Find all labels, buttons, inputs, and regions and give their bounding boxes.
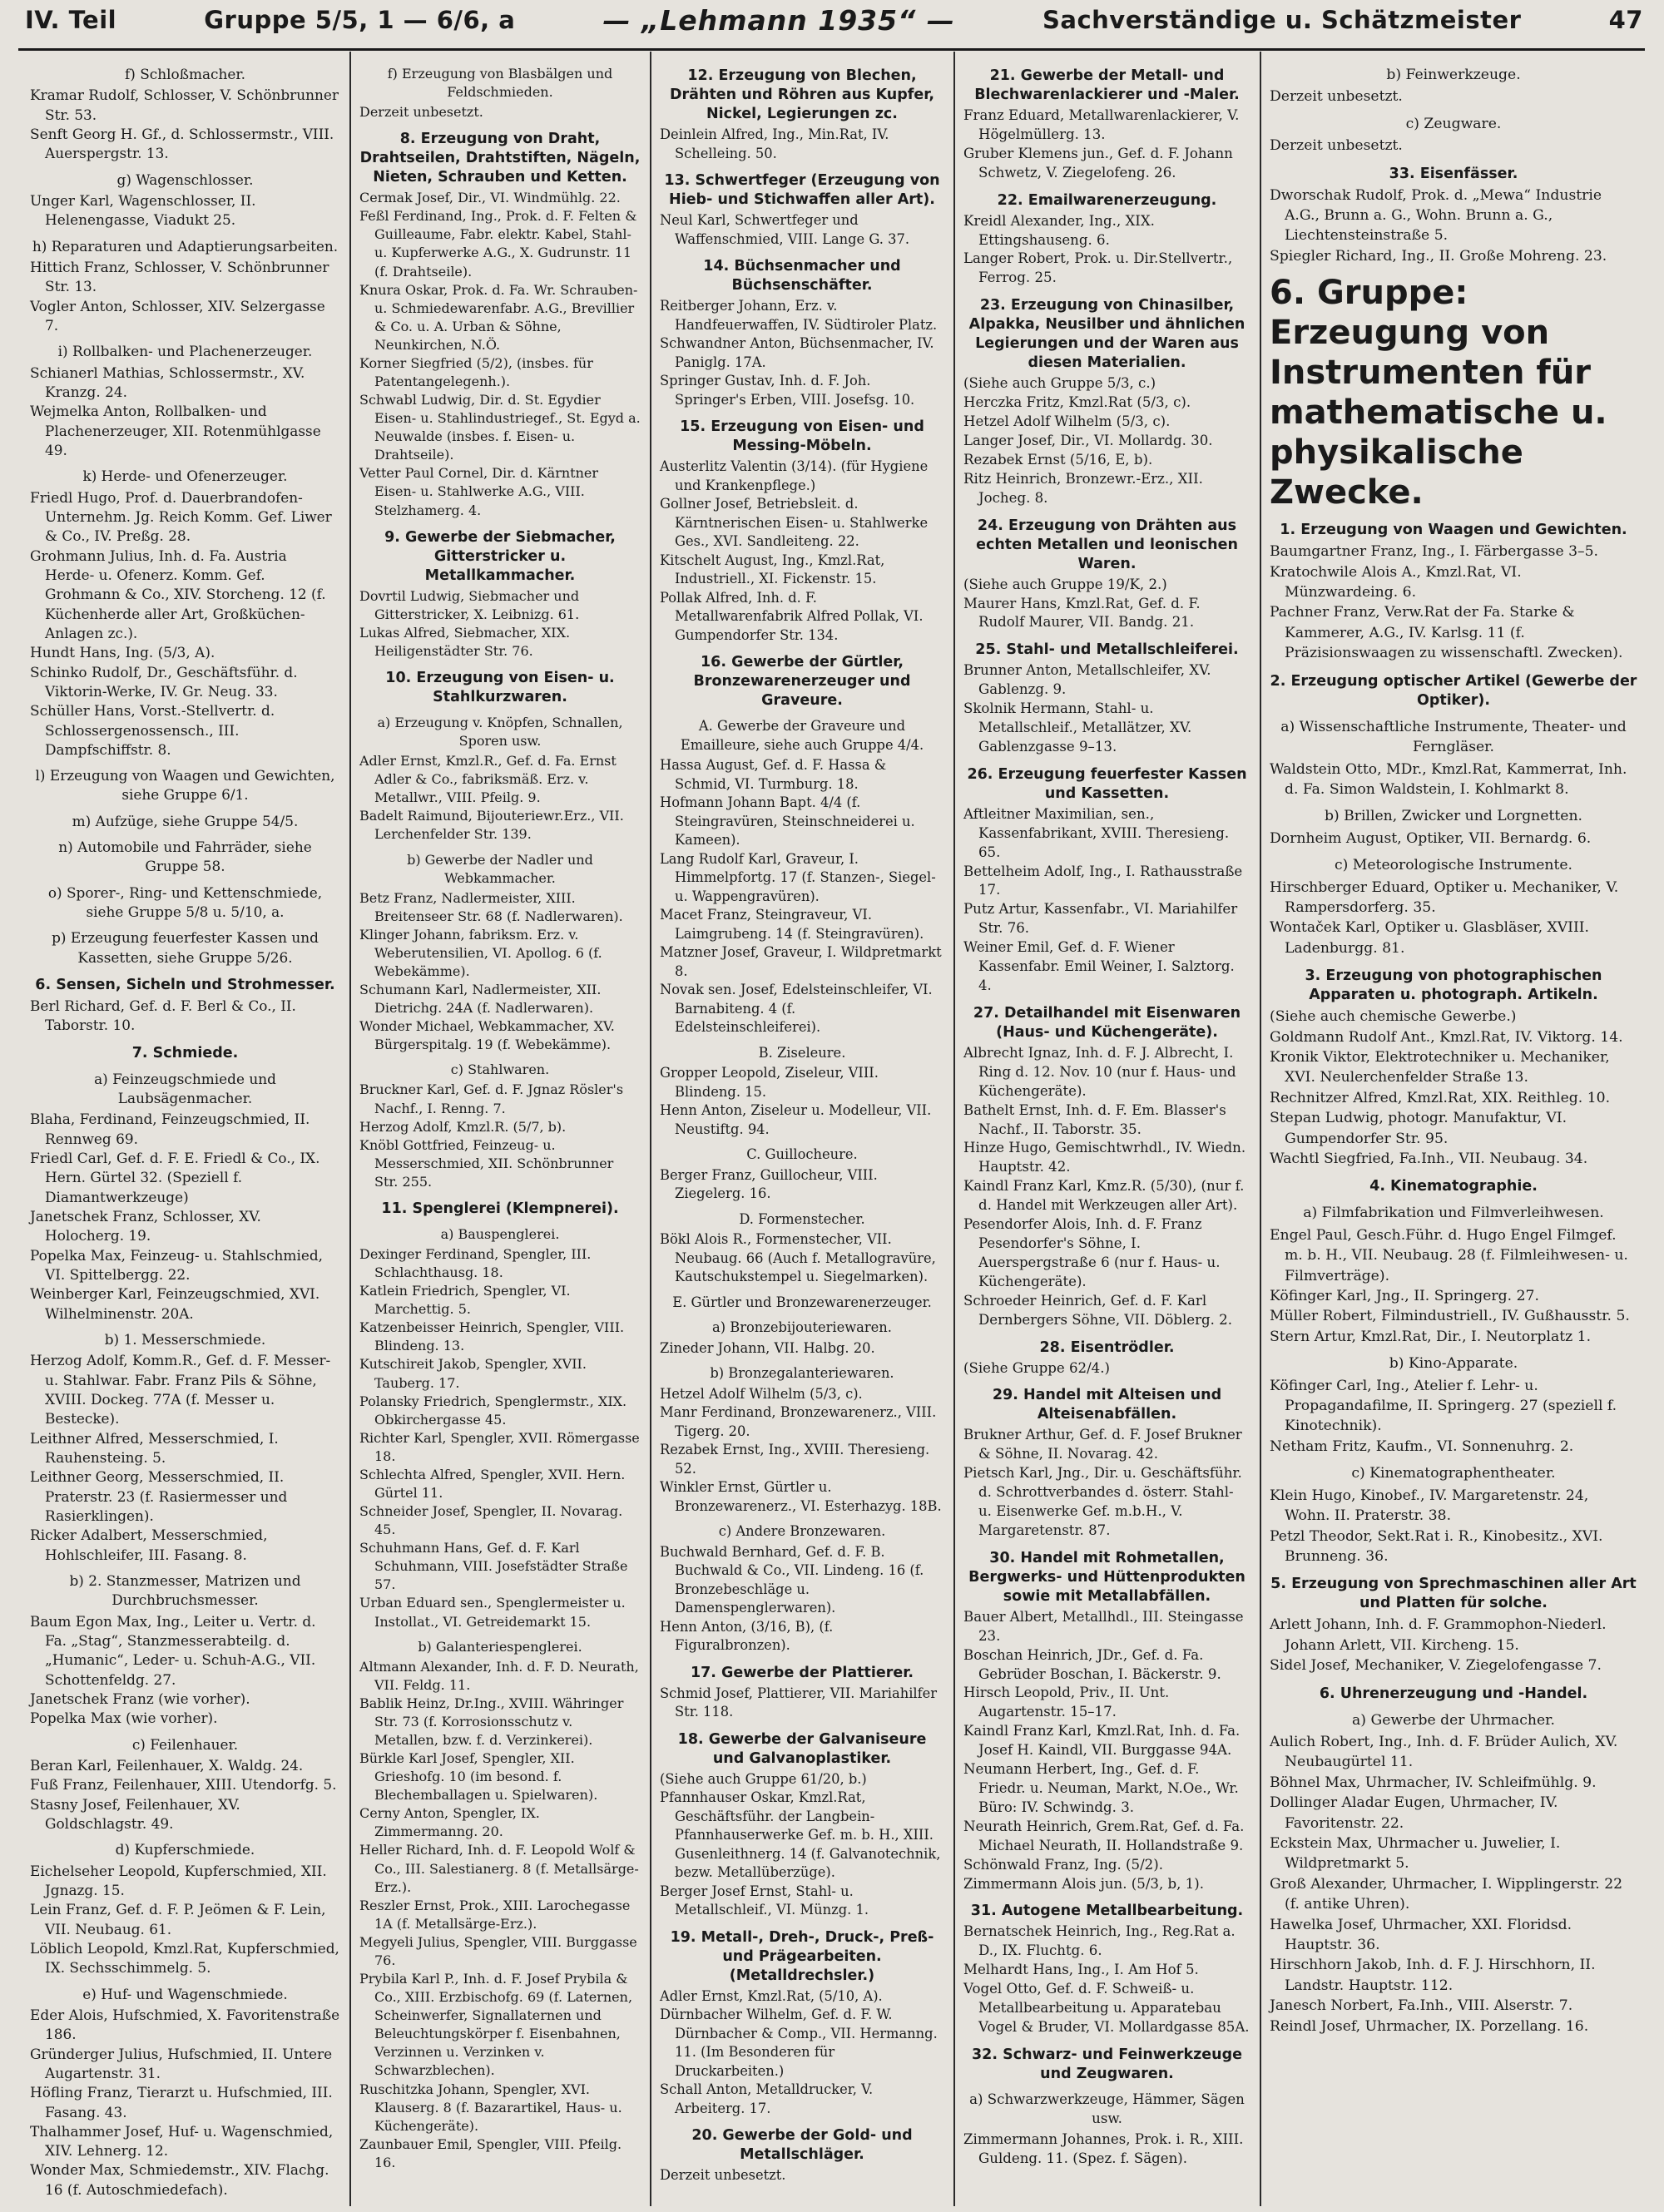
directory-entry: Schüller Hans, Vorst.-Stellvertr. d. Schlossergenossensch., III. Dampfschiffstr. 8.: [30, 702, 275, 758]
directory-entry: Cerny Anton, Spengler, IX. Zimmermanng. 20.: [359, 1805, 540, 1840]
subsection-heading: n) Automobile und Fahrräder, siehe Gruppe 58.: [58, 839, 312, 875]
directory-entry: Schlechta Alfred, Spengler, XVII. Hern. Gürtel 11.: [359, 1466, 626, 1501]
directory-entry: Lein Franz, Gef. d. F. P. Jeömen & F. Lein, VII. Neubaug. 61.: [30, 1901, 326, 1937]
directory-entry: Leithner Alfred, Messerschmied, I. Rauhensteing. 5.: [30, 1429, 279, 1466]
subsection-heading: b) Brillen, Zwicker und Lorgnetten.: [1324, 808, 1583, 825]
directory-entry: Gropper Leopold, Ziseleur, VIII. Blindeng. 15.: [660, 1065, 879, 1100]
directory-entry: Grohmann Julius, Inh. d. Fa. Austria Herde- u. Ofenerz. Komm. Gef. Grohmann & Co., XIV. Storcheng. 12 (f. Küchenherde aller Art, Großküchen-Anlagen zc.).: [30, 547, 326, 641]
section-heading: 6. Sensen, Sicheln und Strohmesser.: [35, 977, 335, 994]
subsection-heading: c) Feilenhauer.: [131, 1735, 239, 1753]
directory-entry: Ritz Heinrich, Bronzewr.-Erz., XII. Jocheg. 8.: [963, 470, 1203, 506]
directory-entry: Katlein Friedrich, Spengler, VI. Marchettig. 5.: [359, 1283, 571, 1318]
directory-entry: Urban Eduard sen., Spenglermeister u. Instollat., VI. Getreidemarkt 15.: [359, 1595, 626, 1630]
directory-entry: Zineder Johann, VII. Halbg. 20.: [660, 1339, 875, 1356]
directory-entry: Groß Alexander, Uhrmacher, I. Wipplingerstr. 22 (f. antike Uhren).: [1270, 1875, 1623, 1913]
section-heading: 8. Erzeugung von Draht, Drahtseilen, Drahtstiften, Nägeln, Nieten, Schrauben und Ketten.: [359, 131, 641, 186]
directory-entry: Vogel Otto, Gef. d. F. Schweiß- u. Metallbearbeitung u. Apparatebau Vogel & Bruder, VI. Mollardgasse 85A.: [963, 1981, 1250, 2035]
subsection-heading: a) Filmfabrikation und Filmverleihwesen.: [1303, 1205, 1604, 1222]
directory-entry: Franz Eduard, Metallwarenlackierer, V. Högelmüllerg. 13.: [963, 107, 1240, 142]
header-rule: [18, 48, 1645, 51]
directory-entry: Fuß Franz, Feilenhauer, XIII. Utendorfg. 5.: [30, 1776, 337, 1794]
directory-entry: Novak sen. Josef, Edelsteinschleifer, VI. Barnabiteng. 4 (f. Edelsteinschleiferei).: [660, 982, 933, 1035]
page-number: 47: [1608, 6, 1643, 34]
directory-entry: Janetschek Franz (wie vorher).: [30, 1690, 250, 1707]
directory-entry: Rechnitzer Alfred, Kmzl.Rat, XIX. Reithleg. 10.: [1270, 1089, 1611, 1106]
directory-entry: Richter Karl, Spengler, XVII. Römergasse 18.: [359, 1429, 640, 1464]
subsection-heading: i) Rollbalken- und Plachenerzeuger.: [57, 343, 313, 360]
subsection-heading: c) Zeugware.: [1405, 115, 1502, 132]
directory-entry: Klein Hugo, Kinobef., IV. Margaretenstr. 24, Wohn. II. Praterstr. 38.: [1270, 1487, 1589, 1525]
directory-entry: Bernatschek Heinrich, Ing., Reg.Rat a. D., IX. Fluchtg. 6.: [963, 1923, 1236, 1959]
section-heading: 32. Schwarz- und Feinwerkzeuge und Zeugwaren.: [972, 2046, 1242, 2082]
subsection-heading: b) Feinwerkzeuge.: [1386, 67, 1521, 83]
directory-entry: Bruckner Karl, Gef. d. F. Jgnaz Rösler's Nachf., I. Renng. 7.: [359, 1081, 624, 1116]
directory-entry: Stasny Josef, Feilenhauer, XV. Goldschlagstr. 49.: [30, 1795, 240, 1832]
directory-entry: Stern Artur, Kmzl.Rat, Dir., I. Neutorplatz 1.: [1270, 1328, 1592, 1345]
directory-entry: Weiner Emil, Gef. d. F. Wiener Kassenfabr. Emil Weiner, I. Salztorg. 4.: [963, 939, 1235, 993]
subsection-heading: a) Bronzebijouteriewaren.: [712, 1319, 892, 1335]
directory-entry: Pfannhauser Oskar, Kmzl.Rat, Geschäftsführ. der Langbein-Pfannhauserwerke Gef. m. b. H., XIII. Gusenleithnerg. 14 (f. Galvanotechnik, bezw. Metallüberzüge).: [660, 1789, 941, 1880]
section-heading: 14. Büchsenmacher und Büchsenschäfter.: [703, 258, 901, 294]
directory-entry: Kramar Rudolf, Schlosser, V. Schönbrunner Str. 53.: [30, 87, 339, 123]
section-heading: 13. Schwertfeger (Erzeugung von Hieb- und Stichwaffen aller Art).: [664, 172, 940, 208]
directory-entry: Berger Franz, Guillocheur, VIII. Ziegelerg. 16.: [660, 1166, 878, 1201]
section-heading: 24. Erzeugung von Drähten aus echten Metallen und leonischen Waren.: [976, 517, 1238, 572]
section-label: Sachverständige u. Schätzmeister: [1042, 6, 1522, 34]
directory-entry: Hirsch Leopold, Priv., II. Unt. Augartenstr. 15–17.: [963, 1685, 1170, 1720]
subsection-heading: b) 1. Messerschmiede.: [104, 1331, 266, 1348]
section-heading: 1. Erzeugung von Waagen und Gewichten.: [1280, 522, 1627, 539]
text-column-5: [1261, 55, 1646, 2205]
section-heading: 11. Spenglerei (Klempnerei).: [381, 1200, 619, 1217]
directory-entry: Reitberger Johann, Erz. v. Handfeuerwaffen, IV. Südtiroler Platz.: [660, 298, 938, 333]
directory-entry: Putz Artur, Kassenfabr., VI. Mariahilfer Str. 76.: [963, 901, 1238, 937]
subsection-heading: B. Ziseleure.: [758, 1044, 846, 1061]
section-heading: 29. Handel mit Alteisen und Alteisenabfällen.: [992, 1387, 1222, 1423]
directory-entry: Baum Egon Max, Ing., Leiter u. Vertr. d. Fa. „Stag“, Stanzmesserabteilg. d. „Humanic“, Leder- u. Schuh-A.G., VII. Schottenfeldg. 27.: [30, 1612, 316, 1688]
section-heading: 12. Erzeugung von Blechen, Drähten und Röhren aus Kupfer, Nickel, Legierungen zc.: [670, 67, 934, 122]
directory-entry: Bablik Heinz, Dr.Ing., XVIII. Währinger Str. 73 (f. Korrosionsschutz v. Metallen, bzw. f. d. Verzinkerei).: [359, 1695, 624, 1749]
directory-entry: Lukas Alfred, Siebmacher, XIX. Heiligenstädter Str. 76.: [359, 624, 571, 659]
directory-entry: Hirschhorn Jakob, Inh. d. F. J. Hirschhorn, II. Landstr. Hauptstr. 112.: [1270, 1957, 1596, 1994]
directory-entry: Winkler Ernst, Gürtler u. Bronzewarenerz., VI. Esterhazyg. 18B.: [660, 1479, 942, 1514]
directory-entry: Arlett Johann, Inh. d. F. Grammophon-Niederl. Johann Arlett, VII. Kircheng. 15.: [1270, 1616, 1607, 1654]
directory-entry: Schwabl Ludwig, Dir. d. St. Egydier Eisen- u. Stahlindustriegef., St. Egyd a. Neuwalde (insbes. f. Eisen- u. Drahtseile).: [359, 392, 641, 463]
subsection-heading: C. Guillocheure.: [746, 1146, 858, 1162]
directory-entry: Schmid Josef, Plattierer, VII. Mariahilfer Str. 118.: [660, 1685, 938, 1720]
subsection-heading: A. Gewerbe der Graveure und Emailleure, siehe auch Gruppe 4/4.: [680, 718, 924, 753]
directory-entry: Friedl Carl, Gef. d. F. E. Friedl & Co., IX. Hern. Gürtel 32. (Speziell f. Diamantwerkzeuge): [30, 1150, 320, 1205]
directory-entry: Buchwald Bernhard, Gef. d. F. B. Buchwald & Co., VII. Lindeng. 16 (f. Bronzebeschläge u. Damenspenglerwaren).: [660, 1543, 924, 1616]
directory-entry: Adler Ernst, Kmzl.Rat, (5/10, A).: [660, 1987, 883, 2004]
directory-entry: Boschan Heinrich, JDr., Gef. d. Fa. Gebrüder Boschan, I. Bäckerstr. 9.: [963, 1646, 1221, 1682]
group-label: Gruppe 5/5, 1 — 6/6, a: [204, 6, 516, 34]
subsection-heading: a) Feinzeugschmiede und Laubsägenmacher.: [94, 1070, 276, 1107]
directory-entry: Eder Alois, Hufschmied, X. Favoritenstraße 186.: [30, 2006, 340, 2043]
directory-entry: Eckstein Max, Uhrmacher u. Juwelier, I. Wildpretmarkt 5.: [1270, 1834, 1561, 1873]
section-heading: 33. Eisenfässer.: [1389, 165, 1518, 182]
directory-entry: Schall Anton, Metalldrucker, V. Arbeiterg. 17.: [660, 2081, 874, 2116]
directory-entry: Herzog Adolf, Komm.R., Gef. d. F. Messer- u. Stahlwar. Fabr. Franz Pils & Söhne, XVIII. Dockeg. 77A (f. Messer u. Bestecke).: [30, 1352, 331, 1428]
directory-entry: Bökl Alois R., Formenstecher, VII. Neubaug. 66 (Auch f. Metallogravüre, Kautschukstempel u. Siegelmarken).: [660, 1231, 936, 1284]
directory-entry: Austerlitz Valentin (3/14). (für Hygiene und Krankenpflege.): [660, 458, 929, 493]
directory-entry: Müller Robert, Filmindustriell., IV. Gußhausstr. 5.: [1270, 1308, 1630, 1325]
directory-entry: Bauer Albert, Metallhdl., III. Steingasse 23.: [963, 1608, 1244, 1644]
directory-entry: Henn Anton, Ziseleur u. Modelleur, VII. Neustiftg. 94.: [660, 1102, 932, 1137]
directory-entry: Thalhammer Josef, Huf- u. Wagenschmied, XIV. Lehnerg. 12.: [30, 2122, 334, 2160]
directory-entry: Prybila Karl P., Inh. d. F. Josef Prybila & Co., XIII. Erzbischofg. 69 (f. Laternen, Scheinwerfer, Signallaternen und Beleuchtungskörper f. Eisenbahnen, Verzinnen u. Verzinken v. Schwarzblechen).: [359, 1971, 633, 2079]
directory-entry: Aftleitner Maximilian, sen., Kassenfabrikant, XVIII. Theresieng. 65.: [963, 805, 1230, 860]
subsection-heading: e) Huf- und Wagenschmiede.: [82, 1985, 288, 2002]
directory-entry: Derzeit unbesetzt.: [1270, 137, 1403, 155]
directory-entry: Langer Robert, Prok. u. Dir.Stellvertr., Ferrog. 25.: [963, 250, 1233, 286]
directory-entry: Hetzel Adolf Wilhelm (5/3, c).: [660, 1385, 863, 1402]
directory-entry: Vetter Paul Cornel, Dir. d. Kärntner Eisen- u. Stahlwerke A.G., VIII. Stelzhamerg. 4.: [359, 465, 599, 518]
directory-entry: Pesendorfer Alois, Inh. d. F. Franz Pesendorfer's Söhne, I. Auerspergstraße 6 (nur f. Haus- u. Küchengeräte).: [963, 1216, 1221, 1289]
directory-entry: Bürkle Karl Josef, Spengler, XII. Grieshofg. 10 (im besond. f. Blechemballagen u. Spielwaren).: [359, 1750, 598, 1804]
text-column-4: [955, 55, 1259, 2205]
directory-entry: Löblich Leopold, Kmzl.Rat, Kupferschmied, IX. Sechsschimmelg. 5.: [30, 1939, 339, 1977]
section-heading: 3. Erzeugung von photographischen Apparaten u. photograph. Artikeln.: [1305, 967, 1602, 1004]
publication-title: — „Lehmann 1935“ —: [602, 3, 955, 37]
directory-entry: Klinger Johann, fabriksm. Erz. v. Weberutensilien, VI. Apollog. 6 (f. Webekämme).: [359, 926, 602, 979]
section-heading: 7. Schmiede.: [131, 1044, 239, 1061]
subsection-heading: f) Schloßmacher.: [125, 66, 245, 82]
directory-entry: Knura Oskar, Prok. d. Fa. Wr. Schrauben- u. Schmiedewarenfabr. A.G., Brevillier & Co. u. A. Urban & Söhne, Neunkirchen, N.Ö.: [359, 281, 638, 353]
subsection-heading: D. Formenstecher.: [739, 1210, 865, 1227]
directory-entry: Kaindl Franz Karl, Kmzl.Rat, Inh. d. Fa. Josef H. Kaindl, VII. Burggasse 94A.: [963, 1723, 1241, 1759]
directory-entry: Popelka Max, Feinzeug- u. Stahlschmied, VI. Spittelbergg. 22.: [30, 1246, 324, 1284]
directory-entry: Schroeder Heinrich, Gef. d. F. Karl Dernbergers Söhne, VII. Döblerg. 2.: [963, 1292, 1233, 1328]
section-heading: 9. Gewerbe der Siebmacher, Gitterstricker u. Metallkammacher.: [384, 528, 616, 584]
section-heading: 27. Detailhandel mit Eisenwaren (Haus- und Küchengeräte).: [973, 1004, 1241, 1041]
directory-entry: Cermak Josef, Dir., VI. Windmühlg. 22.: [359, 190, 621, 206]
directory-entry: Neurath Heinrich, Grem.Rat, Gef. d. Fa. Michael Neurath, II. Hollandstraße 9.: [963, 1818, 1245, 1853]
directory-entry: Dovrtil Ludwig, Siebmacher und Gitterstricker, X. Leibnizg. 61.: [359, 587, 580, 622]
section-heading: 4. Kinematographie.: [1369, 1178, 1538, 1195]
directory-entry: Aulich Robert, Ing., Inh. d. F. Brüder Aulich, XV. Neubaugürtel 11.: [1270, 1733, 1618, 1771]
subsection-heading: p) Erzeugung feuerfester Kassen und Kassetten, siehe Gruppe 5/26.: [52, 929, 319, 966]
directory-entry: Engel Paul, Gesch.Führ. d. Hugo Engel Filmgef. m. b. H., VII. Neubaug. 28 (f. Filmleihwesen- u. Filmverträge).: [1270, 1226, 1628, 1284]
directory-entry: Derzeit unbesetzt.: [660, 2167, 786, 2183]
section-heading: 17. Gewerbe der Plattierer.: [690, 1664, 914, 1681]
section-heading: 21. Gewerbe der Metall- und Blechwarenlackierer und -Maler.: [974, 67, 1240, 103]
subsection-heading: l) Erzeugung von Waagen und Gewichten, siehe Gruppe 6/1.: [35, 767, 335, 804]
directory-entry: Waldstein Otto, MDr., Kmzl.Rat, Kammerrat, Inh. d. Fa. Simon Waldstein, I. Kohlmarkt 8.: [1270, 760, 1627, 798]
directory-entry: Ruschitzka Johann, Spengler, XVI. Klauserg. 8 (f. Bazarartikel, Haus- u. Küchengeräte).: [359, 2081, 622, 2134]
group-title: 6. Gruppe: Erzeugung von Instrumenten für mathematische u. physikalische Zwecke.: [1270, 274, 1607, 512]
directory-entry: Brunner Anton, Metallschleifer, XV. Gablenzg. 9.: [963, 662, 1211, 698]
directory-entry: Skolnik Hermann, Stahl- u. Metallschleif., Metallätzer, XV. Gablenzgasse 9–13.: [963, 700, 1192, 755]
directory-entry: Adler Ernst, Kmzl.R., Gef. d. Fa. Ernst Adler & Co., fabriksmäß. Erz. v. Metallwr., VIII. Pfeilg. 9.: [359, 753, 617, 806]
directory-entry: Hittich Franz, Schlosser, V. Schönbrunner Str. 13.: [30, 258, 329, 295]
directory-entry: Herczka Fritz, Kmzl.Rat (5/3, c).: [963, 394, 1191, 411]
directory-entry: (Siehe auch Gruppe 5/3, c.): [963, 375, 1156, 392]
section-heading: 5. Erzeugung von Sprechmaschinen aller Art und Platten für solche.: [1270, 1576, 1637, 1612]
subsection-heading: b) Bronzegalanteriewaren.: [710, 1365, 894, 1381]
directory-entry: Kutschireit Jakob, Spengler, XVII. Tauberg. 17.: [359, 1356, 587, 1391]
section-heading: 20. Gewerbe der Gold- und Metallschläger.: [691, 2127, 913, 2163]
directory-entry: Hinze Hugo, Gemischtwrhdl., IV. Wiedn. Hauptstr. 42.: [963, 1140, 1246, 1175]
directory-entry: Wonder Michael, Webkammacher, XV. Bürgerspitalg. 19 (f. Webekämme).: [359, 1018, 615, 1053]
section-heading: 10. Erzeugung von Eisen- u. Stahlkurzwaren.: [385, 669, 615, 705]
directory-entry: Reszler Ernst, Prok., XIII. Larochegasse 1A (f. Metallsärge-Erz.).: [359, 1897, 631, 1932]
directory-entry: (Siehe auch Gruppe 19/K, 2.): [963, 576, 1167, 592]
directory-entry: Blaha, Ferdinand, Feinzeugschmied, II. Rennweg 69.: [30, 1111, 310, 1147]
directory-entry: Lang Rudolf Karl, Graveur, I. Himmelpfortg. 17 (f. Stanzen-, Siegel- u. Wappengravüren).: [660, 850, 936, 904]
directory-entry: Neumann Herbert, Ing., Gef. d. F. Friedr. u. Neuman, Markt, N.Oe., Wr. Büro: IV. Schwindg. 3.: [963, 1761, 1239, 1815]
directory-entry: Hassa August, Gef. d. F. Hassa & Schmid, VI. Turmburg. 18.: [660, 757, 887, 792]
section-heading: 6. Uhrenerzeugung und -Handel.: [1319, 1685, 1588, 1702]
directory-entry: Hundt Hans, Ing. (5/3, A).: [30, 644, 215, 661]
subsection-heading: h) Reparaturen und Adaptierungsarbeiten.: [32, 237, 339, 255]
subsection-heading: a) Schwarzwerkzeuge, Hämmer, Sägen usw.: [969, 2091, 1245, 2126]
directory-entry: Neul Karl, Schwertfeger und Waffenschmied, VIII. Lange G. 37.: [660, 212, 910, 247]
directory-entry: Wonder Max, Schmiedemstr., XIV. Flachg. 16 (f. Autoschmiedefach).: [30, 2161, 329, 2198]
directory-entry: Kitschelt August, Ing., Kmzl.Rat, Industriell., XI. Fickenstr. 15.: [660, 552, 885, 586]
directory-entry: Rezabek Ernst, Ing., XVIII. Theresieng. 52.: [660, 1442, 930, 1477]
directory-entry: Springer Gustav, Inh. d. F. Joh. Springer's Erben, VIII. Josefsg. 10.: [660, 373, 915, 408]
directory-entry: Netham Fritz, Kaufm., VI. Sonnenuhrg. 2.: [1270, 1438, 1574, 1455]
directory-entry: Unger Karl, Wagenschlosser, II. Helenengasse, Viadukt 25.: [30, 191, 256, 229]
directory-entry: Ricker Adalbert, Messerschmied, Hohlschleifer, III. Fasang. 8.: [30, 1527, 268, 1563]
directory-entry: Friedl Hugo, Prof. d. Dauerbrandofen-Unternehm. Jg. Reich Komm. Gef. Liwer & Co., IV. Preßg. 28.: [30, 488, 332, 545]
directory-entry: (Siehe auch Gruppe 61/20, b.): [660, 1770, 867, 1787]
directory-entry: Zimmermann Johannes, Prok. i. R., XIII. Guldeng. 11. (Spez. f. Sägen).: [963, 2130, 1244, 2166]
section-heading: 31. Autogene Metallbearbeitung.: [970, 1903, 1244, 1920]
subsection-heading: a) Erzeugung v. Knöpfen, Schnallen, Sporen usw.: [377, 714, 623, 750]
directory-entry: Schönwald Franz, Ing. (5/2).: [963, 1856, 1163, 1873]
directory-entry: Bathelt Ernst, Inh. d. F. Em. Blasser's Nachf., II. Taborstr. 35.: [963, 1101, 1226, 1137]
directory-entry: Beran Karl, Feilenhauer, X. Waldg. 24.: [30, 1756, 304, 1774]
directory-entry: Altmann Alexander, Inh. d. F. D. Neurath, VII. Feldg. 11.: [359, 1658, 639, 1693]
directory-entry: Betz Franz, Nadlermeister, XIII. Breitenseer Str. 68 (f. Nadlerwaren).: [359, 889, 623, 924]
directory-entry: Dworschak Rudolf, Prok. d. „Mewa“ Industrie A.G., Brunn a. G., Wohn. Brunn a. G., Liechtensteinstraße 5.: [1270, 186, 1602, 245]
directory-entry: Pollak Alfred, Inh. d. F. Metallwarenfabrik Alfred Pollak, VI. Gumpendorfer Str. 134.: [660, 589, 924, 643]
subsection-heading: o) Sporer-, Ring- und Kettenschmiede, siehe Gruppe 5/8 u. 5/10, a.: [47, 883, 323, 921]
directory-entry: Böhnel Max, Uhrmacher, IV. Schleifmühlg. 9.: [1270, 1774, 1597, 1791]
directory-entry: Dürnbacher Wilhelm, Gef. d. F. W. Dürnbacher & Comp., VII. Hermanng. 11. (Im Besonderen für Druckarbeiten.): [660, 2007, 938, 2079]
directory-entry: Deinlein Alfred, Ing., Min.Rat, IV. Schelleing. 50.: [660, 126, 889, 161]
directory-entry: Schwandner Anton, Büchsenmacher, IV. Paniglg. 17A.: [660, 335, 934, 370]
directory-entry: Knöbl Gottfried, Feinzeug- u. Messerschmied, XII. Schönbrunner Str. 255.: [359, 1136, 614, 1190]
directory-entry: Goldmann Rudolf Ant., Kmzl.Rat, IV. Viktorg. 14.: [1270, 1028, 1623, 1046]
section-heading: 15. Erzeugung von Eisen- und Messing-Möbeln.: [680, 418, 924, 454]
directory-entry: Schneider Josef, Spengler, II. Novarag. 45.: [359, 1503, 623, 1538]
directory-entry: Korner Siegfried (5/2), (insbes. für Patentangelegenh.).: [359, 354, 593, 390]
directory-entry: Janesch Norbert, Fa.Inh., VIII. Alserstr. 7.: [1270, 1997, 1573, 2015]
directory-entry: Köfinger Carl, Ing., Atelier f. Lehr- u. Propagandafilme, II. Springerg. 27 (speziell f. Kinotechnik).: [1270, 1377, 1617, 1435]
subsection-heading: f) Erzeugung von Blasbälgen und Feldschmieden.: [387, 66, 613, 101]
directory-entry: Heller Richard, Inh. d. F. Leopold Wolf & Co., III. Salestianerg. 8 (f. Metallsärge-Erz.).: [359, 1842, 639, 1895]
subsection-heading: b) Gewerbe der Nadler und Webkammacher.: [407, 851, 593, 886]
directory-entry: (Siehe auch chemische Gewerbe.): [1270, 1008, 1517, 1026]
directory-entry: Kaindl Franz Karl, Kmz.R. (5/30), (nur f. d. Handel mit Werkzeugen aller Art).: [963, 1178, 1245, 1214]
directory-entry: Vogler Anton, Schlosser, XIV. Selzergasse 7.: [30, 297, 325, 334]
section-heading: 22. Emailwarenerzeugung.: [997, 191, 1217, 209]
subsection-heading: b) 2. Stanzmesser, Matrizen und Durchbruchsmesser.: [69, 1571, 301, 1609]
directory-entry: Hofmann Johann Bapt. 4/4 (f. Steingravüren, Steinschneiderei u. Kameen).: [660, 794, 915, 848]
directory-entry: Spiegler Richard, Ing., II. Große Mohreng. 23.: [1270, 247, 1607, 265]
subsection-heading: b) Kino-Apparate.: [1389, 1355, 1518, 1373]
directory-entry: Henn Anton, (3/16, B), (f. Figuralbronzen).: [660, 1618, 834, 1653]
directory-entry: Bettelheim Adolf, Ing., I. Rathausstraße 17.: [963, 863, 1243, 898]
section-heading: 18. Gewerbe der Galvaniseure und Galvanoplastiker.: [677, 1730, 927, 1767]
directory-entry: Zimmermann Alois jun. (5/3, b, 1).: [963, 1875, 1204, 1892]
directory-entry: Janetschek Franz, Schlosser, XV. Holocherg. 19.: [30, 1208, 261, 1245]
page-header: [25, 0, 1643, 40]
directory-entry: Leithner Georg, Messerschmied, II. Praterstr. 23 (f. Rasiermesser und Rasierklingen).: [30, 1468, 288, 1524]
directory-entry: Hetzel Adolf Wilhelm (5/3, c).: [963, 413, 1171, 430]
directory-entry: Matzner Josef, Graveur, I. Wildpretmarkt 8.: [660, 944, 942, 979]
directory-entry: Berl Richard, Gef. d. F. Berl & Co., II. Taborstr. 10.: [30, 997, 296, 1034]
directory-entry: Kreidl Alexander, Ing., XIX. Ettingshauseng. 6.: [963, 212, 1155, 248]
directory-entry: Zaunbauer Emil, Spengler, VIII. Pfeilg. 16.: [359, 2135, 622, 2170]
directory-entry: Höfling Franz, Tierarzt u. Hufschmied, III. Fasang. 43.: [30, 2084, 333, 2120]
part-label: IV. Teil: [25, 6, 117, 34]
directory-entry: Weinberger Karl, Feinzeugschmied, XVI. Wilhelminenstr. 20A.: [30, 1285, 320, 1322]
directory-entry: Gruber Klemens jun., Gef. d. F. Johann Schwetz, V. Ziegelofeng. 26.: [963, 145, 1233, 181]
section-heading: 26. Erzeugung feuerfester Kassen und Kassetten.: [967, 765, 1247, 802]
directory-entry: Dollinger Aladar Eugen, Uhrmacher, IV. Favoritenstr. 22.: [1270, 1794, 1558, 1832]
directory-entry: Megyeli Julius, Spengler, VIII. Burggasse 76.: [359, 1933, 637, 1968]
subsection-heading: a) Gewerbe der Uhrmacher.: [1352, 1711, 1555, 1729]
subsection-heading: E. Gürtler und Bronzewarenerzeuger.: [672, 1294, 932, 1310]
directory-entry: Kratochwile Alois A., Kmzl.Rat, VI. Münzwardeing. 6.: [1270, 563, 1522, 601]
directory-entry: Senft Georg H. Gf., d. Schlossermstr., VIII. Auerspergstr. 13.: [30, 125, 334, 162]
directory-entry: Polansky Friedrich, Spenglermstr., XIX. Obkirchergasse 45.: [359, 1393, 627, 1428]
subsection-heading: d) Kupferschmiede.: [115, 1841, 255, 1858]
directory-entry: Katzenbeisser Heinrich, Spengler, VIII. Blindeng. 13.: [359, 1319, 625, 1354]
directory-entry: Köfinger Karl, Jng., II. Springerg. 27.: [1270, 1288, 1539, 1305]
directory-entry: Langer Josef, Dir., VI. Mollardg. 30.: [963, 432, 1213, 448]
directory-entry: Berger Josef Ernst, Stahl- u. Metallschleif., VI. Münzg. 1.: [660, 1883, 869, 1918]
subsection-heading: a) Bauspenglerei.: [440, 1225, 560, 1242]
section-heading: 23. Erzeugung von Chinasilber, Alpakka, Neusilber und ähnlichen Legierungen und der Waren aus diesen Materialien.: [968, 297, 1246, 372]
directory-entry: Schuhmann Hans, Gef. d. F. Karl Schuhmann, VIII. Josefstädter Straße 57.: [359, 1540, 628, 1593]
directory-entry: Gollner Josef, Betriebsleit. d. Kärntnerischen Eisen- u. Stahlwerke Ges., XVI. Sandleiteng. 22.: [660, 496, 929, 549]
directory-entry: Pietsch Karl, Jng., Dir. u. Geschäftsführ. d. Schrottverbandes d. österr. Stahl- u. Eisenwerke Gef. m.b.H., V. Margaretenstr. 87.: [963, 1465, 1242, 1538]
directory-entry: (Siehe Gruppe 62/4.): [963, 1359, 1110, 1376]
subsection-heading: c) Andere Bronzewaren.: [718, 1523, 886, 1539]
directory-entry: Derzeit unbesetzt.: [359, 104, 483, 121]
directory-entry: Melhardt Hans, Ing., I. Am Hof 5.: [963, 1962, 1199, 1978]
directory-entry: Petzl Theodor, Sekt.Rat i. R., Kinobesitz., XVI. Brunneng. 36.: [1270, 1527, 1603, 1565]
directory-entry: Rezabek Ernst (5/16, E, b).: [963, 451, 1153, 468]
directory-entry: Derzeit unbesetzt.: [1270, 88, 1403, 106]
directory-entry: Macet Franz, Steingraveur, VI. Laimgrubeng. 14 (f. Steingravüren).: [660, 907, 924, 942]
directory-entry: Sidel Josef, Mechaniker, V. Ziegelofengasse 7.: [1270, 1657, 1602, 1675]
directory-entry: Dornheim August, Optiker, VII. Bernardg. 6.: [1270, 829, 1592, 847]
directory-entry: Eichelseher Leopold, Kupferschmied, XII. Jgnazg. 15.: [30, 1862, 327, 1898]
directory-entry: Wejmelka Anton, Rollbalken- und Plachenerzeuger, XII. Rotenmühlgasse 49.: [30, 403, 321, 458]
directory-entry: Hawelka Josef, Uhrmacher, XXI. Floridsd. Hauptstr. 36.: [1270, 1916, 1572, 1953]
directory-entry: Stepan Ludwig, photogr. Manufaktur, VI. Gumpendorfer Str. 95.: [1270, 1110, 1567, 1147]
directory-entry: Brukner Arthur, Gef. d. F. Josef Brukner & Söhne, II. Novarag. 42.: [963, 1427, 1242, 1462]
directory-entry: Feßl Ferdinand, Ing., Prok. d. F. Felten & Guilleaume, Fabr. elektr. Kabel, Stahl- u. Kupferwerke A.G., X. Gudrunstr. 11 (f. Drahtseile).: [359, 208, 637, 280]
directory-entry: Manr Ferdinand, Bronzewarenerz., VIII. Tigerg. 20.: [660, 1404, 937, 1439]
section-heading: 19. Metall-, Dreh-, Druck-, Preß- und Prägearbeiten. (Metalldrechsler.): [670, 1928, 934, 1984]
section-heading: 16. Gewerbe der Gürtler, Bronzewarenerzeuger und Graveure.: [693, 654, 911, 709]
text-column-3: [651, 55, 953, 2205]
subsection-heading: g) Wagenschlosser.: [116, 171, 254, 188]
section-heading: 30. Handel mit Rohmetallen, Bergwerks- und Hüttenprodukten sowie mit Metallabfällen.: [968, 1549, 1246, 1605]
subsection-heading: b) Galanteriespenglerei.: [418, 1638, 582, 1655]
directory-entry: Maurer Hans, Kmzl.Rat, Gef. d. F. Rudolf Maurer, VII. Bandg. 21.: [963, 595, 1201, 631]
directory-entry: Dexinger Ferdinand, Spengler, III. Schlachthausg. 18.: [359, 1245, 592, 1281]
directory-entry: Pachner Franz, Verw.Rat der Fa. Starke & Kammerer, A.G., IV. Karlsg. 11 (f. Präzisionswaagen zu wissenschaftl. Zwecken).: [1270, 604, 1623, 662]
subsection-heading: m) Aufzüge, siehe Gruppe 54/5.: [72, 812, 299, 829]
directory-entry: Wachtl Siegfried, Fa.Inh., VII. Neubaug. 34.: [1270, 1151, 1588, 1167]
directory-entry: Wontaček Karl, Optiker u. Glasbläser, XVIII. Ladenburgg. 81.: [1270, 919, 1589, 957]
section-heading: 28. Eisentrödler.: [1039, 1339, 1175, 1356]
text-column-1: [22, 55, 349, 2205]
section-heading: 2. Erzeugung optischer Artikel (Gewerbe der Optiker).: [1270, 672, 1637, 709]
subsection-heading: a) Wissenschaftliche Instrumente, Theater- und Ferngläser.: [1280, 718, 1627, 756]
subsection-heading: c) Meteorologische Instrumente.: [1334, 857, 1572, 874]
directory-entry: Herzog Adolf, Kmzl.R. (5/7, b).: [359, 1118, 567, 1135]
directory-entry: Kronik Viktor, Elektrotechniker u. Mechaniker, XVI. Neulerchenfelder Straße 13.: [1270, 1048, 1610, 1086]
directory-entry: Baumgartner Franz, Ing., I. Färbergasse 3–5.: [1270, 543, 1599, 561]
directory-entry: Hirschberger Eduard, Optiker u. Mechaniker, V. Rampersdorferg. 35.: [1270, 878, 1619, 916]
section-heading: 25. Stahl- und Metallschleiferei.: [975, 641, 1239, 659]
directory-entry: Reindl Josef, Uhrmacher, IX. Porzellang. 16.: [1270, 2017, 1589, 2035]
directory-entry: Schianerl Mathias, Schlossermstr., XV. Kranzg. 24.: [30, 364, 305, 400]
directory-entry: Badelt Raimund, Bijouteriewr.Erz., VII. Lerchenfelder Str. 139.: [359, 808, 624, 843]
subsection-heading: c) Stahlwaren.: [450, 1061, 550, 1078]
subsection-heading: c) Kinematographentheater.: [1351, 1465, 1556, 1482]
text-column-2: [351, 55, 649, 2205]
directory-entry: Popelka Max (wie vorher).: [30, 1710, 218, 1727]
subsection-heading: k) Herde- und Ofenerzeuger.: [82, 468, 288, 485]
directory-entry: Gründerger Julius, Hufschmied, II. Untere Augartenstr. 31.: [30, 2045, 333, 2081]
directory-entry: Schinko Rudolf, Dr., Geschäftsführ. d. Viktorin-Werke, IV. Gr. Neug. 33.: [30, 663, 298, 700]
directory-entry: Schumann Karl, Nadlermeister, XII. Dietrichg. 24A (f. Nadlerwaren).: [359, 982, 602, 1017]
directory-entry: Albrecht Ignaz, Inh. d. F. J. Albrecht, I. Ring d. 12. Nov. 10 (nur f. Haus- und Küchengeräte).: [963, 1044, 1236, 1099]
